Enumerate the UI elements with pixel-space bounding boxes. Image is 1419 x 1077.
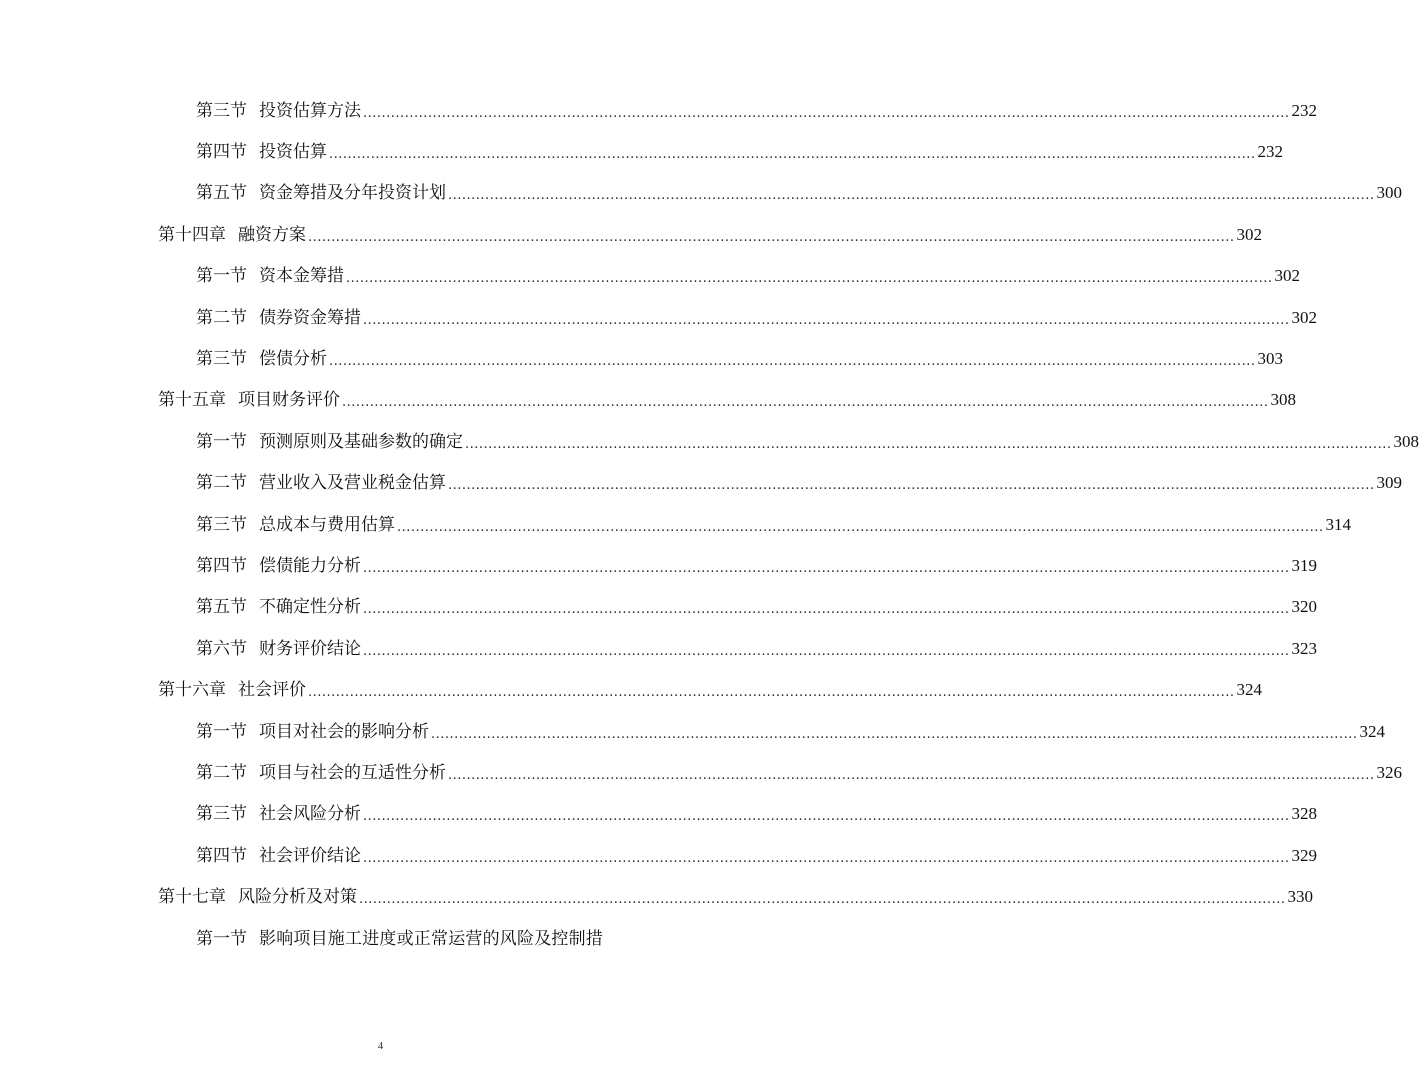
- toc-entry-title: 项目与社会的互适性分析: [259, 762, 446, 783]
- toc-dot-leader: ........................................................................................................................................................................................................: [308, 229, 1235, 245]
- toc-dot-leader: ........................................................................................................................................................................................................: [363, 809, 1290, 825]
- toc-entry-title: 偿债分析: [259, 349, 327, 370]
- toc-entry-page: 324: [1359, 721, 1385, 741]
- toc-dot-leader: ........................................................................................................................................................................................................: [431, 726, 1358, 742]
- toc-dot-leader: ........................................................................................................................................................................................................: [308, 685, 1235, 701]
- toc-entry-title: 项目财务评价: [238, 390, 340, 411]
- toc-entry-page: 319: [1291, 555, 1317, 575]
- table-of-contents: [0, 90, 1419, 959]
- toc-entry-number: 第六节: [196, 638, 247, 659]
- toc-dot-leader: ........................................................................................................................................................................................................: [342, 395, 1269, 411]
- toc-entry-title: 预测原则及基础参数的确定: [259, 431, 463, 452]
- toc-section-entry[interactable]: [0, 131, 1283, 172]
- toc-entry-number: 第十四章: [158, 224, 226, 245]
- toc-entry-number: 第一节: [196, 928, 247, 949]
- toc-entry-number: 第三节: [196, 100, 247, 121]
- toc-dot-leader: ........................................................................................................................................................................................................: [329, 147, 1256, 163]
- toc-entry-number: 第一节: [196, 721, 247, 742]
- toc-entry-page: 330: [1287, 887, 1313, 907]
- toc-entry-title: 投资估算: [259, 142, 327, 163]
- toc-entry-page: 302: [1236, 224, 1262, 244]
- toc-entry-number: 第四节: [196, 142, 247, 163]
- toc-dot-leader: ........................................................................................................................................................................................................: [448, 767, 1375, 783]
- toc-entry-title: 资金筹措及分年投资计划: [259, 183, 446, 204]
- toc-entry-number: 第一节: [196, 431, 247, 452]
- toc-section-entry[interactable]: [0, 421, 1419, 462]
- toc-entry-title: 社会评价结论: [259, 845, 361, 866]
- toc-section-entry[interactable]: [0, 545, 1317, 586]
- toc-dot-leader: ........................................................................................................................................................................................................: [359, 892, 1286, 908]
- toc-section-entry[interactable]: [0, 90, 1317, 131]
- toc-dot-leader: ........................................................................................................................................................................................................: [329, 354, 1256, 370]
- toc-entry-title: 社会评价: [238, 680, 306, 701]
- toc-chapter-entry[interactable]: [0, 380, 1296, 421]
- toc-entry-title: 资本金筹措: [259, 266, 344, 287]
- toc-entry-page: 232: [1257, 142, 1283, 162]
- toc-entry-title: 项目对社会的影响分析: [259, 721, 429, 742]
- toc-dot-leader: ........................................................................................................................................................................................................: [363, 105, 1290, 121]
- toc-dot-leader: ........................................................................................................................................................................................................: [465, 436, 1392, 452]
- toc-entry-page: 309: [1376, 473, 1402, 493]
- toc-entry-page: 302: [1274, 266, 1300, 286]
- toc-entry-title: 偿债能力分析: [259, 555, 361, 576]
- toc-entry-number: 第二节: [196, 307, 247, 328]
- toc-section-entry[interactable]: [0, 338, 1283, 379]
- toc-entry-title: 投资估算方法: [259, 100, 361, 121]
- toc-dot-leader: ........................................................................................................................................................................................................: [448, 188, 1375, 204]
- toc-entry-number: 第五节: [196, 597, 247, 618]
- toc-entry-number: 第十七章: [158, 887, 226, 908]
- toc-section-entry[interactable]: [0, 463, 1402, 504]
- toc-entry-number: 第四节: [196, 555, 247, 576]
- toc-section-entry[interactable]: [0, 752, 1402, 793]
- toc-entry-page: 329: [1291, 845, 1317, 865]
- toc-chapter-entry[interactable]: [0, 669, 1262, 710]
- toc-dot-leader: ........................................................................................................................................................................................................: [363, 850, 1290, 866]
- toc-dot-leader: ........................................................................................................................................................................................................: [363, 560, 1290, 576]
- toc-entry-page: 328: [1291, 804, 1317, 824]
- toc-section-entry[interactable]: [0, 794, 1317, 835]
- toc-section-entry[interactable]: [0, 297, 1317, 338]
- toc-entry-number: 第二节: [196, 473, 247, 494]
- toc-dot-leader: ........................................................................................................................................................................................................: [363, 312, 1290, 328]
- toc-dot-leader: ........................................................................................................................................................................................................: [346, 271, 1273, 287]
- toc-entry-page: 324: [1236, 680, 1262, 700]
- toc-section-entry[interactable]: [0, 587, 1317, 628]
- toc-entry-title: 总成本与费用估算: [259, 514, 395, 535]
- toc-entry-title: 营业收入及营业税金估算: [259, 473, 446, 494]
- page-number: 4: [377, 1040, 384, 1052]
- toc-entry-number: 第三节: [196, 804, 247, 825]
- toc-section-entry[interactable]: [0, 835, 1317, 876]
- toc-entry-number: 第三节: [196, 514, 247, 535]
- toc-chapter-entry[interactable]: [0, 214, 1262, 255]
- toc-entry-number: 第四节: [196, 845, 247, 866]
- toc-section-entry[interactable]: [0, 256, 1300, 297]
- toc-entry-title: 影响项目施工进度或正常运营的风险及控制措: [259, 928, 603, 949]
- toc-entry-title: 风险分析及对策: [238, 887, 357, 908]
- toc-chapter-entry[interactable]: [0, 876, 1313, 917]
- toc-entry-number: 第十六章: [158, 680, 226, 701]
- toc-entry-page: 314: [1325, 514, 1351, 534]
- toc-entry-page: 303: [1257, 349, 1283, 369]
- toc-entry-page: 308: [1270, 390, 1296, 410]
- toc-entry-number: 第十五章: [158, 390, 226, 411]
- toc-dot-leader: ........................................................................................................................................................................................................: [363, 643, 1290, 659]
- toc-dot-leader: ........................................................................................................................................................................................................: [397, 519, 1324, 535]
- toc-dot-leader: ........................................................................................................................................................................................................: [363, 602, 1290, 618]
- toc-entry-title: 社会风险分析: [259, 804, 361, 825]
- toc-entry-number: 第二节: [196, 762, 247, 783]
- toc-section-entry[interactable]: [0, 173, 1402, 214]
- toc-entry-page: 320: [1291, 597, 1317, 617]
- toc-entry-title: 财务评价结论: [259, 638, 361, 659]
- toc-section-entry[interactable]: [0, 628, 1317, 669]
- toc-entry-title: 不确定性分析: [259, 597, 361, 618]
- toc-entry-number: 第一节: [196, 266, 247, 287]
- toc-entry-title: 融资方案: [238, 224, 306, 245]
- toc-entry-page: 308: [1393, 431, 1419, 451]
- toc-section-entry[interactable]: [0, 918, 836, 959]
- toc-entry-page: 302: [1291, 307, 1317, 327]
- toc-entry-page: 323: [1291, 638, 1317, 658]
- toc-entry-title: 债券资金筹措: [259, 307, 361, 328]
- toc-section-entry[interactable]: [0, 711, 1385, 752]
- toc-entry-number: 第五节: [196, 183, 247, 204]
- toc-entry-page: 232: [1291, 100, 1317, 120]
- toc-section-entry[interactable]: [0, 504, 1351, 545]
- toc-entry-number: 第三节: [196, 349, 247, 370]
- toc-entry-page: 300: [1376, 183, 1402, 203]
- toc-entry-page: 326: [1376, 762, 1402, 782]
- toc-dot-leader: ........................................................................................................................................................................................................: [448, 478, 1375, 494]
